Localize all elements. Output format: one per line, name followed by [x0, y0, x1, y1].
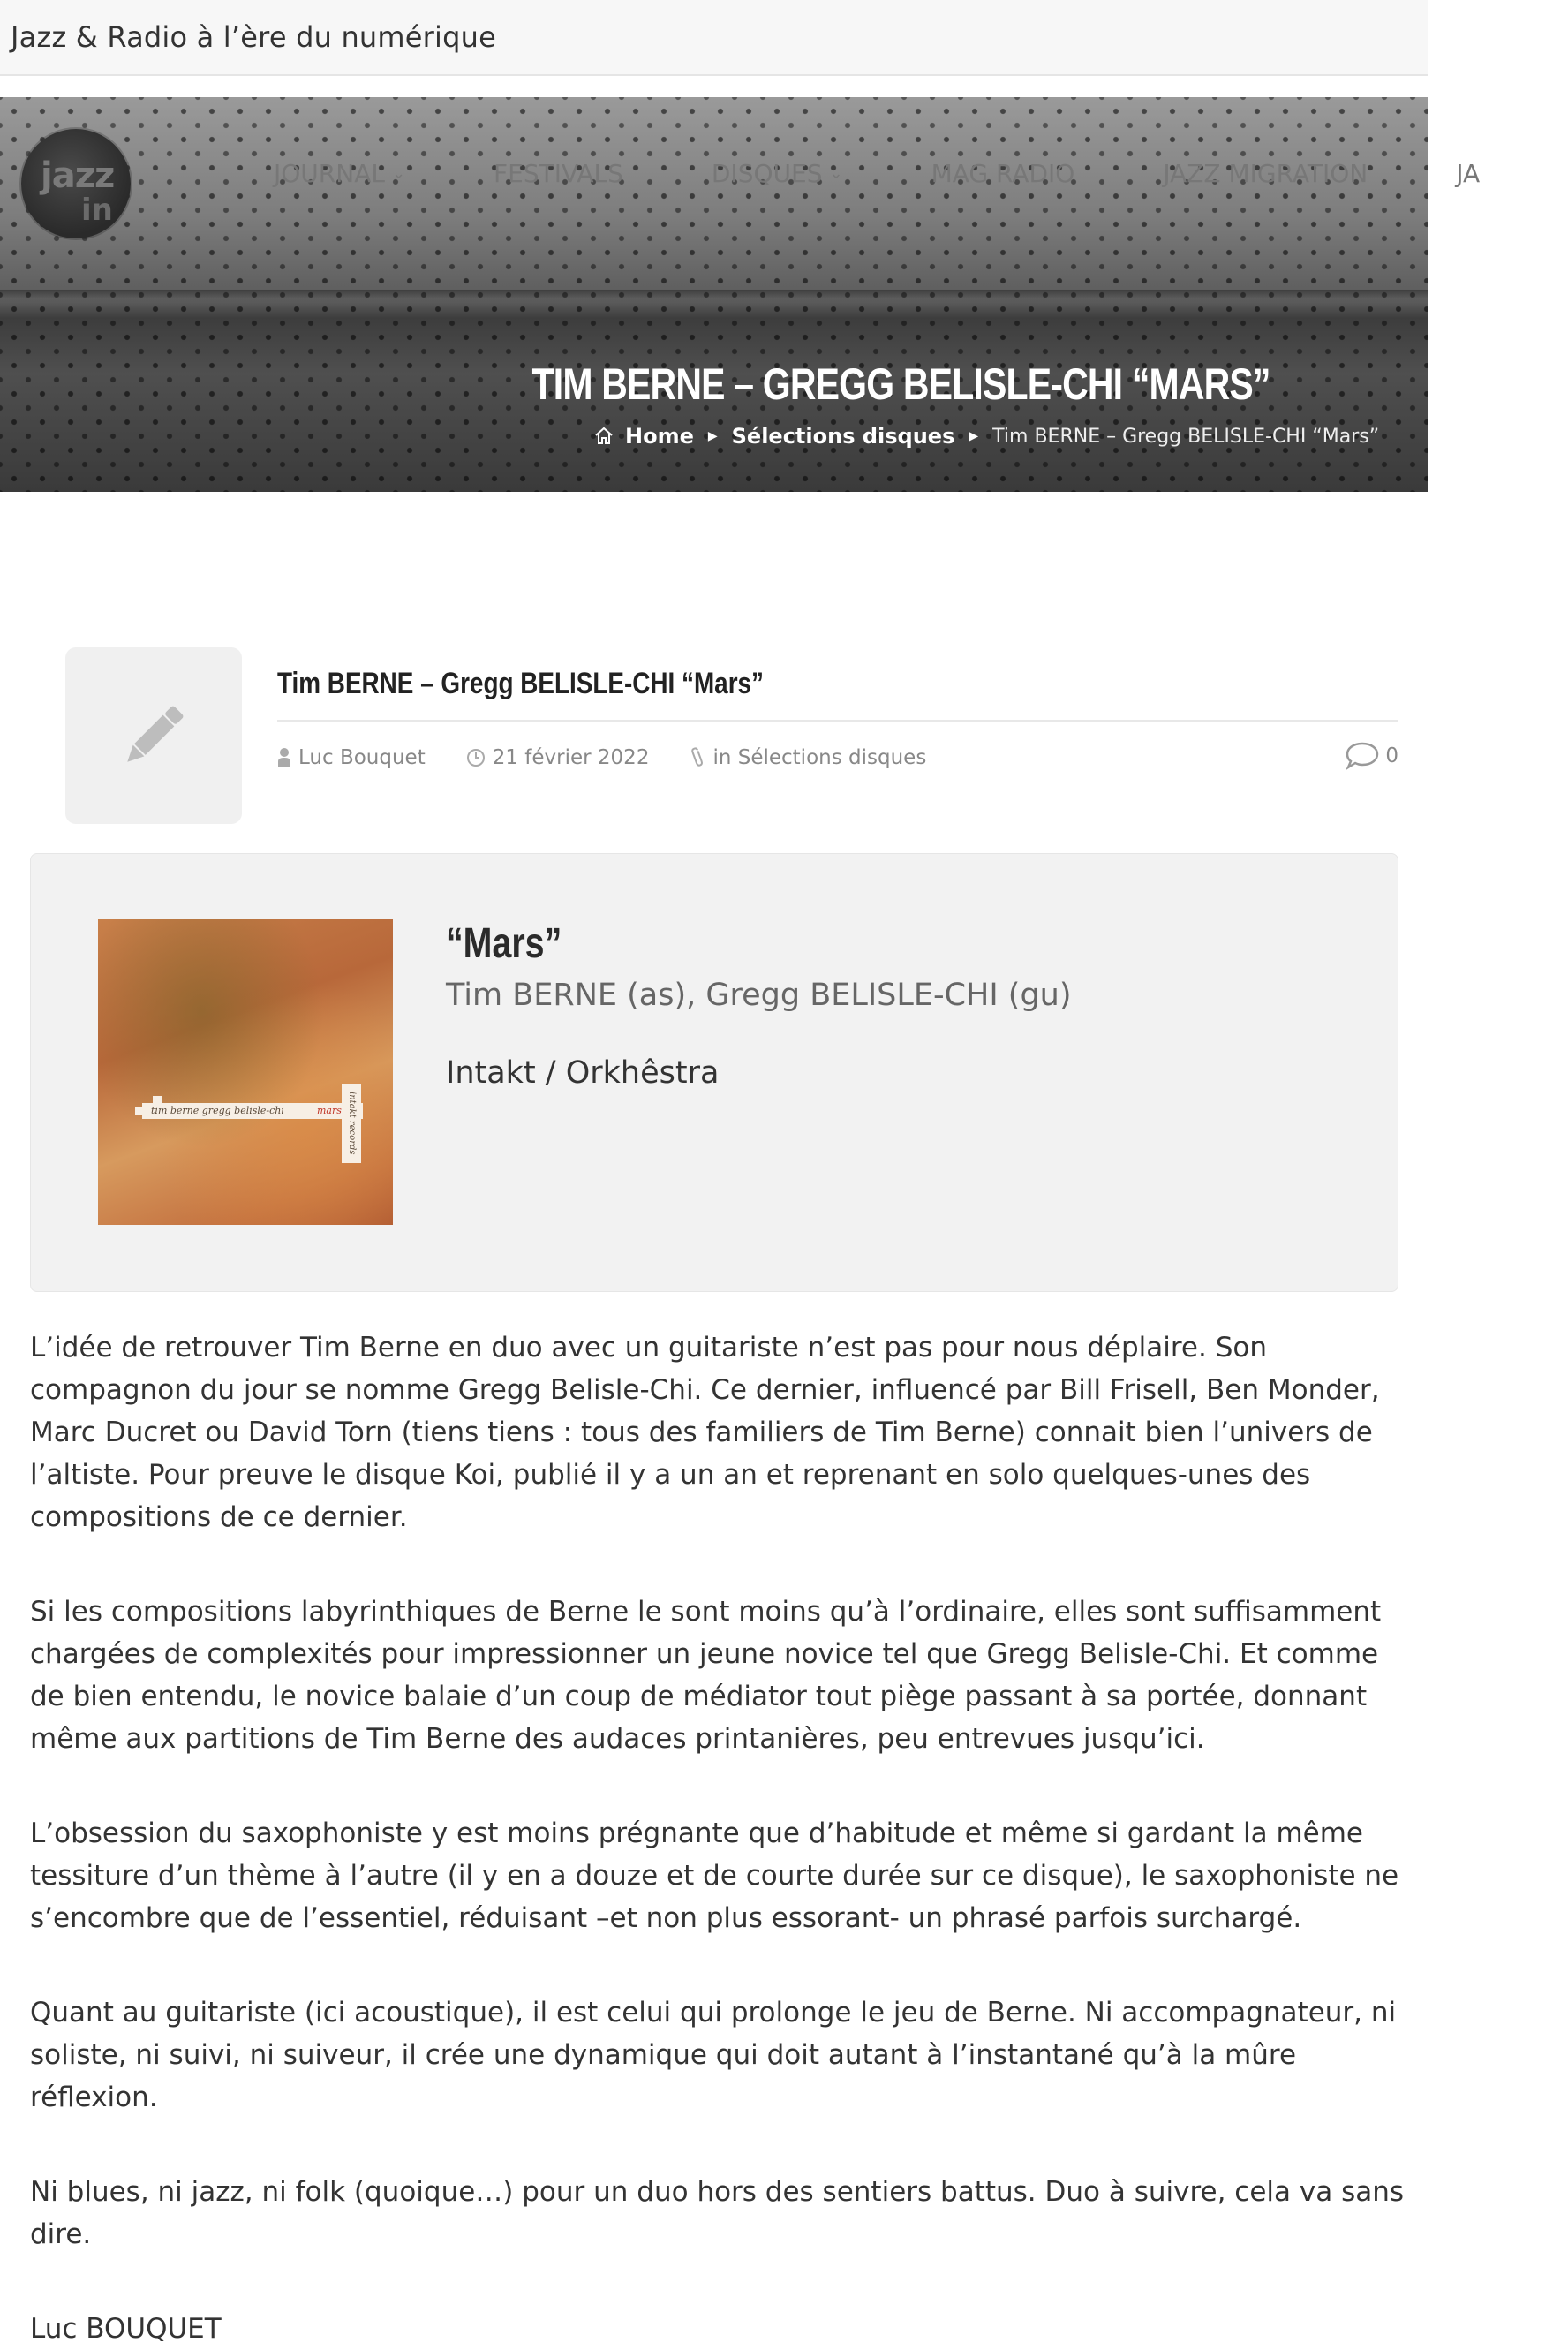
nav-item-jazz-migration[interactable]: [1163, 159, 1368, 188]
post-date: [466, 746, 650, 769]
nav-item-label: FESTIVALS: [494, 159, 623, 188]
home-icon: [593, 426, 614, 447]
nav-item-label: JOURNAL: [274, 159, 385, 188]
cover-vertical-text: intakt records: [347, 1092, 357, 1155]
main-nav: [274, 159, 1568, 188]
nav-item-label: JAZZ MIGRATION: [1163, 159, 1368, 188]
divider: [277, 720, 1398, 722]
chevron-down-icon: ⌄: [829, 164, 843, 183]
comment-icon: [1345, 741, 1380, 771]
header-band: [0, 290, 1428, 298]
article-paragraph: Quant au guitariste (ici acoustique), il est celui qui prolonge le jeu de Berne. Ni accompagnateur, ni soliste, ni suivi, ni suiveur, il crée une dynamique qui doit autant à l’instantané qu’à la mûre réflexion.: [30, 1997, 1397, 2113]
caret-right-icon: ▶: [969, 429, 979, 443]
user-icon: [277, 747, 291, 768]
nav-item-mag-radio[interactable]: [931, 159, 1075, 188]
paperclip-icon: [690, 746, 705, 769]
cover-strip-text: tim berne gregg belisle-chi: [151, 1105, 284, 1116]
post-format-thumb: [65, 647, 242, 824]
article-paragraph: L’idée de retrouver Tim Berne en duo avec un guitariste n’est pas pour nous déplaire. Son compagnon du jour se nomme Gregg Belisle-Chi. Ce dernier, influencé par Bill Frisell, Ben Monder, Marc Ducret ou David Torn (tiens tiens : tous des familiers de Tim Berne) connait bien l’univers de l’altiste. Pour preuve le disque Koi, publié il y a un an et reprenant en solo quelques-unes des compositions de ce dernier.: [30, 1332, 1380, 1533]
breadcrumb: [593, 424, 1379, 449]
article-body: [30, 1326, 1407, 2350]
cover-strip-title: mars: [317, 1105, 342, 1116]
top-bar: [0, 0, 1428, 76]
page-title: TIM BERNE – GREGG BELISLE-CHI “MARS”: [531, 359, 1270, 409]
date-text: 21 février 2022: [492, 746, 650, 769]
caret-right-icon: ▶: [707, 429, 718, 443]
album-artists: Tim BERNE (as), Gregg BELISLE-CHI (gu): [446, 978, 1072, 1013]
clock-icon: [466, 748, 486, 767]
nav-item-journal[interactable]: [274, 159, 405, 188]
nav-item-disques[interactable]: [712, 159, 843, 188]
nav-item-truncated[interactable]: [1456, 159, 1480, 188]
album-title: “Mars”: [446, 920, 562, 967]
article-paragraph: L’obsession du saxophoniste y est moins prégnante que d’habitude et même si gardant la même tessiture d’un thème à l’autre (il y en a douze et de courte durée sur ce disque), le saxophoniste ne s’encombre que de l’essentiel, réduisant –et non plus essorant- un phrasé parfois surchargé.: [30, 1817, 1399, 1934]
breadcrumb-home[interactable]: Home: [625, 424, 694, 449]
chevron-down-icon: ⌄: [391, 164, 406, 183]
album-info-box: [30, 853, 1398, 1292]
author-name: Luc Bouquet: [298, 746, 426, 769]
post-title[interactable]: Tim BERNE – Gregg BELISLE-CHI “Mars”: [277, 667, 764, 700]
logo-sub: in: [81, 193, 113, 228]
post-header: [65, 647, 1398, 824]
post-meta: [277, 746, 967, 769]
cover-strip-nub: [135, 1107, 144, 1115]
breadcrumb-category[interactable]: Sélections disques: [731, 424, 955, 449]
page-header: [0, 97, 1481, 492]
site-logo[interactable]: [21, 129, 131, 238]
article-paragraph: Ni blues, ni jazz, ni folk (quoique…) pour un duo hors des sentiers battus. Duo à suivre, cela va sans dire.: [30, 2176, 1405, 2250]
breadcrumb-current: Tim BERNE – Gregg BELISLE-CHI “Mars”: [992, 425, 1380, 448]
article-paragraph: Si les compositions labyrinthiques de Berne le sont moins qu’à l’ordinaire, elles sont suffisamment chargées de complexités pour impressionner un jeune novice tel que Gregg Belisle-Chi. Et comme de bien entendu, le novice balaie d’un coup de médiator tout piège passant à sa portée, donnant même aux partitions de Tim Berne des audaces printanières, peu entrevues jusqu’ici.: [30, 1596, 1382, 1755]
comments-link[interactable]: [1345, 741, 1398, 771]
album-cover: [98, 919, 393, 1225]
category-text: in Sélections disques: [712, 746, 927, 769]
nav-item-festivals[interactable]: [494, 159, 623, 188]
logo-word: jazz: [41, 155, 115, 196]
album-label: Intakt / Orkhêstra: [446, 1055, 720, 1091]
site-tagline: Jazz & Radio à l’ère du numérique: [11, 20, 496, 54]
nav-item-label: DISQUES: [711, 159, 823, 188]
nav-item-label: MAG RADIO: [931, 159, 1075, 188]
nav-item-label: JA: [1456, 159, 1481, 188]
comment-count: 0: [1385, 744, 1398, 767]
post-author[interactable]: [277, 746, 426, 769]
article-signature: Luc BOUQUET: [30, 2313, 222, 2345]
pencil-icon: [118, 697, 189, 775]
post-category[interactable]: [690, 746, 926, 769]
